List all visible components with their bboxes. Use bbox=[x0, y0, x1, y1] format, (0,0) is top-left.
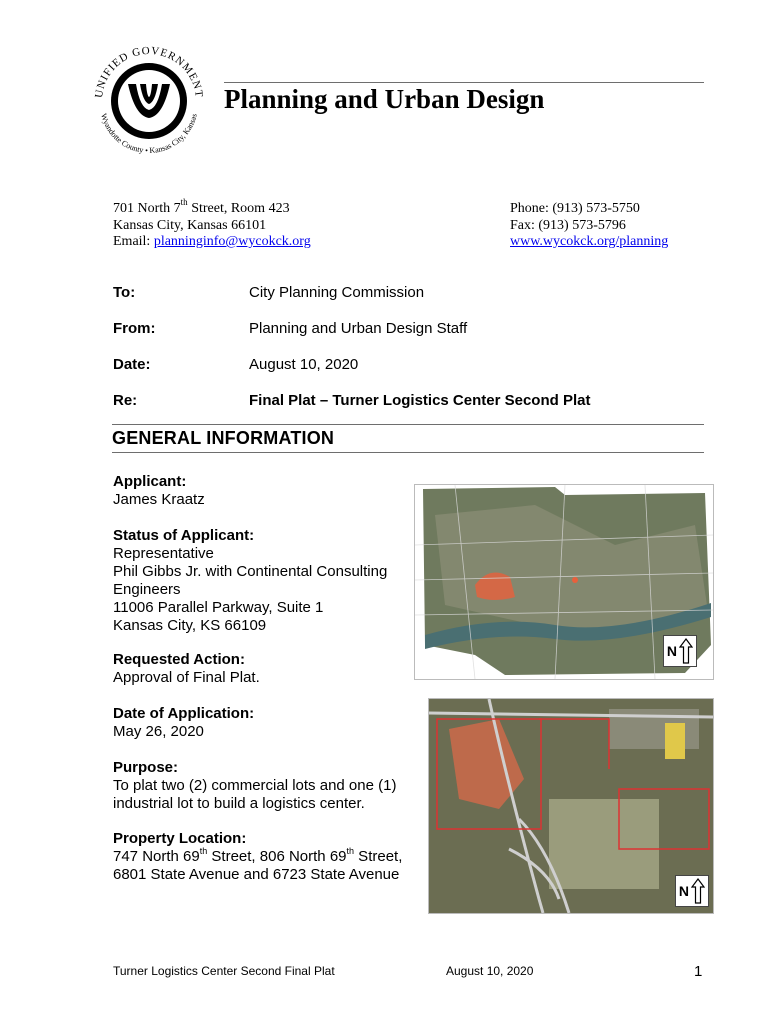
website-link[interactable]: www.wycokck.org/planning bbox=[510, 234, 669, 249]
site-aerial-map bbox=[428, 698, 714, 914]
email-link[interactable]: planninginfo@wycokck.org bbox=[153, 234, 311, 249]
applicant-value: James Kraatz bbox=[113, 491, 205, 508]
north-arrow-icon bbox=[679, 638, 693, 664]
status-line-5: Kansas City, KS 66109 bbox=[113, 617, 267, 634]
date-of-application-value: May 26, 2020 bbox=[113, 723, 204, 740]
site-map-image bbox=[429, 699, 713, 913]
status-line-2: Phil Gibbs Jr. with Continental Consulting bbox=[113, 563, 388, 580]
north-arrow-icon bbox=[691, 878, 705, 904]
requested-action-value: Approval of Final Plat. bbox=[113, 669, 260, 686]
address-line-1-pre: 701 North 7 bbox=[113, 201, 181, 216]
re-value: Final Plat – Turner Logistics Center Second Plat bbox=[249, 392, 591, 409]
location-sup-1: th bbox=[199, 846, 208, 856]
status-line-4: 11006 Parallel Parkway, Suite 1 bbox=[113, 599, 324, 616]
unified-government-logo bbox=[88, 40, 210, 162]
north-arrow-1 bbox=[663, 635, 697, 667]
location-part-b: Street, 806 North 69 bbox=[207, 848, 347, 865]
from-value: Planning and Urban Design Staff bbox=[249, 320, 468, 337]
section-rule-top bbox=[112, 424, 704, 425]
section-heading: GENERAL INFORMATION bbox=[112, 428, 335, 448]
footer-date: August 10, 2020 bbox=[446, 964, 534, 978]
address-line-1-sup: th bbox=[180, 197, 188, 208]
email-label: Email: bbox=[113, 234, 154, 249]
requested-action-label: Requested Action: bbox=[113, 651, 245, 668]
to-label: To: bbox=[113, 284, 136, 301]
purpose-block bbox=[113, 759, 396, 813]
logo-text-top: UNIFIED GOVERNMENT bbox=[92, 44, 205, 99]
date-value: August 10, 2020 bbox=[249, 356, 359, 373]
property-location-line-1 bbox=[113, 848, 402, 866]
address-line-1-post: Street, Room 423 bbox=[187, 201, 290, 216]
date-of-application-block bbox=[113, 705, 254, 741]
section-rule-bottom bbox=[112, 452, 704, 453]
date-label: Date: bbox=[113, 356, 151, 373]
page-number: 1 bbox=[694, 963, 703, 980]
page-title: Planning and Urban Design bbox=[224, 84, 545, 114]
status-block bbox=[113, 527, 387, 635]
purpose-label: Purpose: bbox=[113, 759, 179, 776]
address-line-1 bbox=[113, 197, 290, 217]
fax-line: Fax: (913) 573-5796 bbox=[510, 218, 626, 233]
property-location-label: Property Location: bbox=[113, 830, 247, 847]
requested-action-block bbox=[113, 651, 260, 687]
north-label-1: N bbox=[666, 643, 677, 659]
north-arrow-2 bbox=[675, 875, 709, 907]
status-line-1: Representative bbox=[113, 545, 214, 562]
location-sup-2: th bbox=[346, 846, 355, 856]
logo-text-bottom: Wyandotte County • Kansas City, Kansas bbox=[99, 112, 199, 156]
north-label-2: N bbox=[678, 883, 689, 899]
website-line bbox=[510, 233, 668, 250]
address-line-2: Kansas City, Kansas 66101 bbox=[113, 218, 267, 233]
email-line bbox=[113, 233, 311, 250]
location-part-a: 747 North 69 bbox=[113, 848, 200, 865]
to-value: City Planning Commission bbox=[249, 284, 425, 301]
applicant-block bbox=[113, 473, 205, 509]
phone-line: Phone: (913) 573-5750 bbox=[510, 201, 640, 216]
header-rule bbox=[224, 82, 704, 83]
status-label: Status of Applicant: bbox=[113, 527, 255, 544]
from-label: From: bbox=[113, 320, 156, 337]
purpose-line-1: To plat two (2) commercial lots and one (1) bbox=[113, 777, 397, 794]
footer-doc-title: Turner Logistics Center Second Final Plat bbox=[113, 964, 335, 978]
location-part-c: Street, bbox=[354, 848, 403, 865]
vicinity-aerial-map bbox=[414, 484, 714, 680]
status-line-3: Engineers bbox=[113, 581, 181, 598]
applicant-label: Applicant: bbox=[113, 473, 187, 490]
property-location-line-2: 6801 State Avenue and 6723 State Avenue bbox=[113, 866, 400, 883]
property-location-block bbox=[113, 830, 402, 884]
purpose-line-2: industrial lot to build a logistics center. bbox=[113, 795, 365, 812]
re-label: Re: bbox=[113, 392, 138, 409]
date-of-application-label: Date of Application: bbox=[113, 705, 255, 722]
